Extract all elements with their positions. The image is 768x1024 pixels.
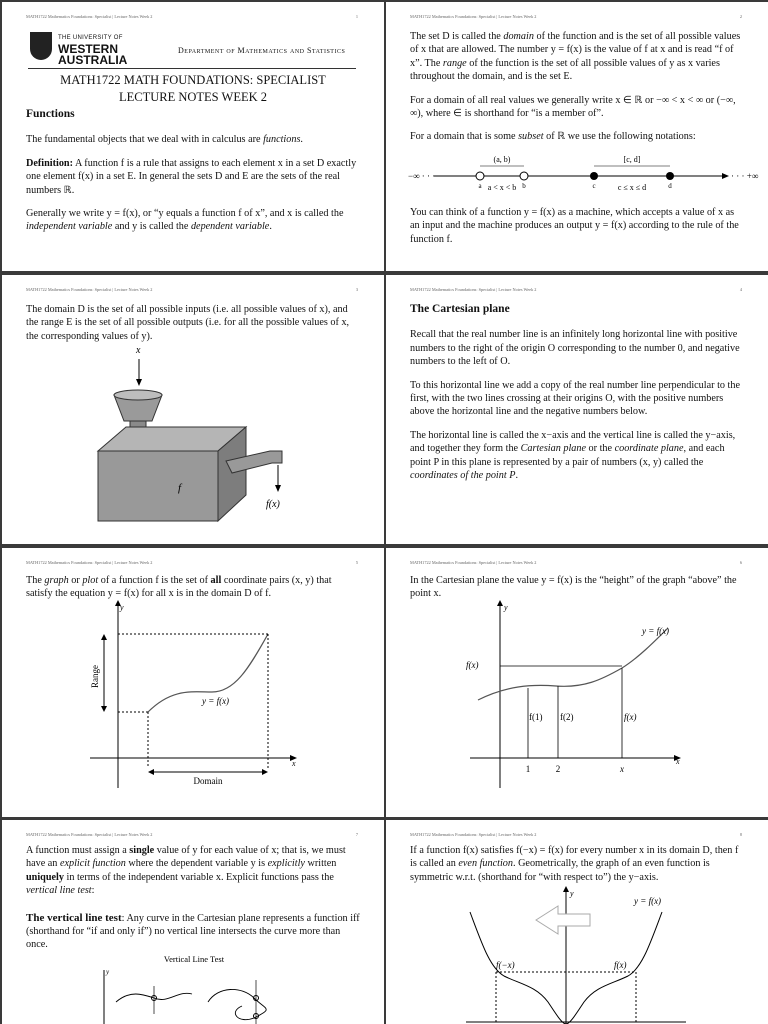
- svg-text:2: 2: [555, 764, 561, 774]
- page-title: MATH1722 MATH FOUNDATIONS: SPECIALIST LECTURE NOTES WEEK 2: [60, 73, 326, 104]
- svg-text:1: 1: [525, 764, 531, 774]
- curve-label: y = f(x): [642, 626, 670, 636]
- slide-page-8: [386, 820, 768, 1024]
- machine-output-label: f(x): [266, 499, 280, 510]
- running-header: MATH1722 Mathematics Foundations: Specialist | Lecture Notes Week 2 1: [26, 14, 358, 19]
- section-heading: The Cartesian plane: [410, 303, 510, 315]
- slide-page-3: [2, 275, 384, 544]
- section-heading: Functions: [26, 108, 75, 120]
- notation-paragraph: Generally we write y = f(x), or “y equals a function f of x”, and x is called the independent variable and y is called the dependent variable.: [26, 208, 344, 233]
- axes-paragraph: The horizontal line is called the x−axis and the vertical line is called the y−axis, and together they form the Cartesian plane or the coordinate plane, and each point P in this plane is represented by a pair of numbers (x, y) called the coordinates of the point P.: [410, 429, 736, 482]
- slide-page-1: [2, 2, 384, 271]
- f1-label: f(1): [529, 712, 543, 722]
- running-header: MATH1722 Mathematics Foundations: Specialist | Lecture Notes Week 2 4: [410, 287, 742, 292]
- svg-text:x: x: [620, 764, 624, 774]
- svg-text:b: b: [522, 182, 526, 190]
- svg-text:c: c: [592, 182, 596, 190]
- running-header: MATH1722 Mathematics Foundations: Specialist | Lecture Notes Week 2 5: [26, 560, 358, 565]
- even-function-paragraph: If a function f(x) satisfies f(−x) = f(x) for every number x in its domain D, then f is called an even function. Geometrically, the graph of an even function is symmetric w.r.t. (shorthand for “with respect to”) the y−axis.: [410, 845, 739, 883]
- svg-text:a: a: [478, 182, 482, 190]
- running-header: MATH1722 Mathematics Foundations: Specialist | Lecture Notes Week 2 6: [410, 560, 742, 565]
- vertical-line-test-figure: [2, 950, 384, 1024]
- f-x-label: f(x): [614, 960, 627, 970]
- domain-range-graph: [2, 600, 384, 817]
- domain-label: Domain: [193, 776, 223, 786]
- domain-paragraph: The set D is called the domain of the function and is the set of all possible values of x that are allowed. The number y = f(x) is the value of f at x and is read “f of x”. The range of the function is the set of all possible values of y as x varies throughout the domain, and is the set E.: [410, 31, 741, 83]
- logo-line-2: AUSTRALIA: [58, 53, 128, 67]
- intro-paragraph: The fundamental objects that we deal with in calculus are functions.: [26, 134, 303, 146]
- svg-text:y: y: [120, 603, 124, 612]
- function-machine-figure: [2, 339, 384, 544]
- department-name: Department of Mathematics and Statistics: [178, 46, 346, 55]
- f2-label: f(2): [560, 712, 574, 722]
- machine-input-label: x: [136, 345, 141, 356]
- running-header: MATH1722 Mathematics Foundations: Specialist | Lecture Notes Week 2 8: [410, 832, 742, 837]
- running-header: MATH1722 Mathematics Foundations: Specialist | Lecture Notes Week 2 7: [26, 832, 358, 837]
- slide-page-4: [386, 275, 768, 544]
- machine-function-label: f: [178, 482, 182, 494]
- number-line-paragraph: Recall that the real number line is an infinitely long horizontal line with positive numbers to the right of the origin O corresponding to the number 0, and negative numbers to the left of O.: [410, 329, 740, 368]
- slide-page-6: [386, 548, 768, 817]
- even-function-graph: [386, 884, 768, 1024]
- non-function-curve: [208, 989, 266, 1019]
- graph-paragraph: The graph or plot of a function f is the set of all coordinate pairs (x, y) that satisfy the equation y = f(x) for all x is in the domain D of f.: [26, 575, 332, 600]
- svg-text:y: y: [570, 889, 574, 898]
- closed-interval-label: [c, d]: [623, 155, 641, 164]
- closed-inequality: c ≤ x ≤ d: [617, 183, 647, 192]
- vertical-line-test-paragraph: The vertical line test: Any curve in the Cartesian plane represents a function iff (shorthand for “if and only if”) no vertical line intersects the curve more than once.: [26, 911, 360, 951]
- open-endpoint-b: [520, 172, 528, 180]
- crest-icon: [30, 32, 52, 60]
- left-arrow-icon: [536, 906, 590, 934]
- fx-axis-label: f(x): [466, 660, 479, 670]
- figure-title: Vertical Line Test: [163, 954, 225, 964]
- svg-text:x: x: [676, 757, 680, 766]
- definition-paragraph: Definition: A function f is a rule that assigns to each element x in a set D exactly one element f(x) in a set E. In general the sets D and E are the sets of the real numbers ℝ.: [26, 157, 357, 196]
- running-header: MATH1722 Mathematics Foundations: Specialist | Lecture Notes Week 2 2: [410, 14, 742, 19]
- fx-label: f(x): [624, 712, 637, 722]
- page2-body: [410, 30, 744, 154]
- curve-label: y = f(x): [202, 696, 230, 706]
- height-graph: [386, 600, 768, 817]
- machine-box: [98, 451, 218, 521]
- function-curve: [478, 628, 668, 700]
- page4-body: [410, 303, 744, 492]
- interval-number-line: [386, 150, 768, 198]
- svg-text:d: d: [668, 182, 672, 190]
- closed-endpoint-c: [590, 172, 598, 180]
- closed-endpoint-d: [666, 172, 674, 180]
- slide-page-7: [2, 820, 384, 1024]
- page7-body: [26, 844, 360, 962]
- f-neg-x-label: f(−x): [496, 960, 515, 970]
- curve-label: y = f(x): [634, 896, 662, 906]
- open-endpoint-a: [476, 172, 484, 180]
- open-inequality: a < x < b: [487, 183, 517, 192]
- pos-infinity-label: · · · +∞: [731, 171, 759, 181]
- subset-paragraph: For a domain that is some subset of ℝ we use the following notations:: [410, 131, 696, 143]
- svg-text:y: y: [504, 603, 508, 612]
- domain-range-paragraph: The domain D is the set of all possible inputs (i.e. all possible values of x), and the range E is the set of all possible outputs (i.e. for all the possible values of x, the corresponding values of y).: [26, 304, 350, 342]
- slide-page-5: [2, 548, 384, 817]
- height-paragraph: In the Cartesian plane the value y = f(x) is the “height” of the graph “above” the point x.: [410, 575, 737, 600]
- svg-text:x: x: [292, 759, 296, 768]
- range-label: Range: [90, 665, 100, 688]
- open-interval-label: (a, b): [493, 155, 511, 164]
- logo-line-1: WESTERN: [58, 42, 118, 56]
- slide-page-2: [386, 2, 768, 271]
- page1-body: [26, 108, 360, 244]
- neg-infinity-label: −∞ · · ·: [408, 171, 436, 181]
- svg-text:y: y: [106, 968, 110, 976]
- perpendicular-paragraph: To this horizontal line we add a copy of the real number line perpendicular to the first, with the two lines crossing at their origins O, with the positive numbers above the horizontal line and the negative numbers below.: [410, 379, 740, 418]
- running-header: MATH1722 Mathematics Foundations: Specialist | Lecture Notes Week 2 3: [26, 287, 358, 292]
- divider: [28, 68, 356, 69]
- university-logo: [30, 32, 150, 70]
- page2-body-2: [410, 206, 744, 256]
- machine-paragraph: You can think of a function y = f(x) as a machine, which accepts a value of x as an input and the machine produces an output y = f(x) according to the rule of the function f.: [410, 207, 739, 245]
- explicit-function-paragraph: A function must assign a single value of y for each value of x; that is, we must have an explicit function where the dependent variable y is explicitly written uniquely in terms of the independent variable x. Explicit functions pass the vertical line test:: [26, 845, 346, 897]
- real-values-paragraph: For a domain of all real values we generally write x ∈ ℝ or −∞ < x < ∞ or (−∞, ∞), where ∈ is shorthand for “is a member of”.: [410, 94, 736, 120]
- logo-small-text: THE UNIVERSITY OF: [58, 35, 123, 41]
